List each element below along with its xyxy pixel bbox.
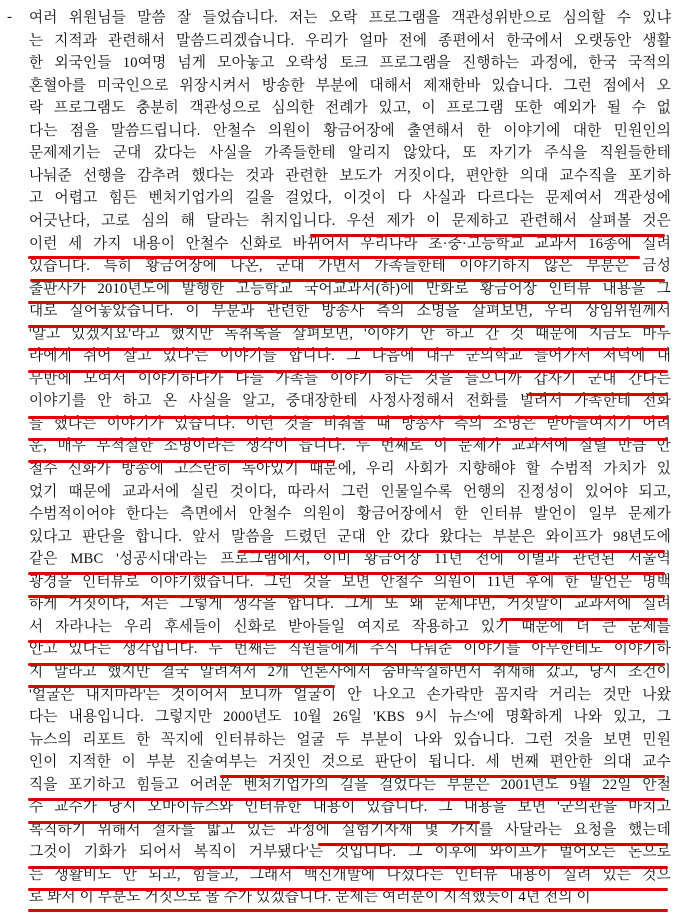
text-line: 있다고 판단을 합니다. 앞서 말씀을 드렸던 군대 안 갔다 왔다는 부분은 와이프가 98년도에 [29,528,671,545]
text-line: 서 자라나는 우리 후세들이 신화로 받아들일 여지로 작용하고 있기 때문에 더 큰 문제를 [29,618,671,635]
text-line: '얼굴은 내지마라'는 것이어서 보니까 얼굴이 안 나오고 손가락만 꼼지락 거리는 것만 나왔 [29,686,671,703]
text-line: 철수 신화가 방송에 고스란히 녹아있기 때문에, 우리 사회가 지향해야 할 수범적 가치가 있 [29,461,671,477]
text-line: 나눠준 선행을 감추려 했다는 것과 관련한 보도가 거짓이다, 편안한 의대 교수직을 포기하 [29,167,671,184]
text-line: 하게 거짓이다, 저는 그렇게 생각을 합니다. 그게 또 왜 문제냐면, 거짓말이 교과서에 실려 [29,596,671,613]
red-underline [28,301,668,304]
text-line: 출판사가 2010년도에 발행한 고등학교 국어교과서(하)에 만화로 황금어장 인터뷰 내용을 그 [29,280,671,297]
text-line: 복직하기 위해서 절차를 밟고 있는 과정에 실험기자재 몇 가지를 사달라는 요청을 했는데 [29,821,671,838]
red-underline [28,438,668,441]
text-line: 문제제기는 군대 갔다는 사실을 가족들한테 알리지 않았다, 또 자기가 주식을 직원들한테 [29,145,671,162]
text-line: 이런 세 가지 내용이 안철수 신화로 바뀌어서 우리나라 초·중·고등학교 교과서 16종에 실려 [29,235,671,252]
red-underline [28,325,665,328]
text-line: 광경을 인터뷰로 이야기했습니다. 그런 것을 보면 안철수 의원이 11년 후에 한 발언은 명백 [29,573,671,590]
red-underline [28,348,668,351]
red-underline [500,618,668,621]
red-underline [28,416,668,419]
text-line: 뉴스의 리포트 한 꼭지에 인터뷰하는 얼굴 두 부분이 나와 있습니다. 그런 것을 보면 민원 [29,731,671,748]
text-line: 수범적이어야 한다는 측면에서 안철수 의원이 황금어장에서 한 인터뷰 발언이 일부 문제가 [29,506,671,523]
text-line: 지 말라고 했지만 결국 알려져서 2개 언론사에서 숨바꼭질하면서 취재해 갔고, 당시 조건이 [29,663,671,680]
red-underline [30,279,665,282]
text-line: 여러 위원님들 말씀 잘 들었습니다. 저는 오락 프로그램을 객관성위반으로 심의할 수 있냐 [29,10,671,26]
text-line: 어긋난다, 고로 심의 해 달라는 취지입니다. 우선 제가 이 문제하고 관련해서 살펴볼 것은 [29,212,671,229]
text-line: 다는 점을 말씀드립니다. 안철수 의원이 황금어장에 출연해서 한 이야기에 대한 민원인의 [29,122,671,139]
text-line: 고 어렵고 힘든 벤처기업가의 길을 걸었다, 이것이 다 사실과 다르다는 문제여서 객관성에 [29,190,671,207]
red-underline [28,685,335,688]
text-line: 는 지적과 관련해서 말씀드리겠습니다. 우리가 얼마 전에 종편에서 한국에서 오랫동안 생활 [29,32,671,49]
red-underline [528,393,668,396]
text-line: 무반에 모여서 이야기하다가 다들 가족들 이야기 하는 것을 들으니까 갑자기 군대 간다는 [29,370,671,387]
text-line: 안고 있다는 생각입니다. 두 번째는 직원들에게 주식 나눠준 이야기를 아무한테도 이야기하 [29,641,671,658]
red-underline [28,460,335,463]
red-underline [28,370,668,373]
text-line: 락 프로그램도 충분히 객관성으로 심의한 전례가 있고, 이 프로그램 또한 예외가 될 수 없 [29,100,671,117]
text-line: 었기 때문에 교과서에 실린 것이다, 따라서 그런 인물일수록 언행의 진정성이 있어야 되고, [29,483,671,500]
text-line: 있습니다. 특히 황금어장에 나온, 군대 가면서 가족들한테 이야기하지 않은 부분은 금성 [29,258,671,275]
red-underline [28,888,668,891]
text-line: 라에게 쥐어 살고 있다'는 이야기를 합니다. 그 다음에 대구 군의학교 들어가서 저녁에 내 [29,348,671,365]
red-underline [238,550,665,553]
text-line: 는 생활비도 안 되고, 힘들고, 그래서 백신개발에 나섰다는 인터뷰 내용이 실려 있는 것으 [29,866,671,883]
red-underline [28,640,665,643]
red-underline [318,843,668,846]
text-line: 직을 포기하고 힘들고 어려운 벤처기업가의 길을 걸었다는 부분은 2001년도 9월 22일 안철 [29,776,671,793]
text-line: 운, 매우 부적절한 소명이라는 생각이 듭니다. 두 번째로 이 문제가 교과서에 실릴 만큼 안 [29,438,671,455]
text-line: 대로 실어놓았습니다. 이 부분과 관련한 방송사 측의 소명을 살펴보면, 우리 상임위원께서 [29,303,671,320]
text-line: 다는 내용입니다. 그렇지만 2000년도 10월 26일 'KBS 9시 뉴스'에 명확하게 나와 있고, 그 [29,709,671,726]
text-line: 이야기를 안 하고 온 사실을 알고, 중대장한테 사정사정해서 전화를 빌려서 가족한테 전화 [29,393,671,410]
red-underline [28,798,665,801]
text-line: '알고 있겠지요'라고 했지만 녹취록을 살펴보면, '이야기 안 하고 간 것 때문에 지금도 마누 [29,325,671,342]
text-line: 같은 MBC '성공시대'라는 프로그램에서, 이미 황금어장 11년 전에 이별과 관련된 서울역 [29,551,671,568]
text-line: 한 외국인들 10여명 넘게 모아놓고 오락성 토크 프로그램을 진행하는 과정에, 한국 국적의 [29,55,671,72]
red-underline [28,595,665,598]
red-underline [28,821,480,824]
red-underline [310,234,665,237]
red-underline [28,256,640,259]
red-underline [28,909,668,912]
bullet-dash: - [7,9,12,25]
red-underline [28,866,668,869]
text-line: 혼혈아를 미국인으로 위장시켜서 방송한 부분에 대해서 제재한바 있습니다. 그런 점에서 오 [29,77,671,94]
text-line: 를 했다는 이야기가 있습니다. 이런 것을 비춰볼 때 방송사 측의 소명은 받아들여지기 어려 [29,415,671,432]
red-underline [28,663,665,666]
red-underline [28,572,665,575]
text-line: 로 봐서 이 부분도 거짓으로 볼 수가 있겠습니다. 문제는 여러분이 지적했듯이 4년 전의 이 [29,889,591,906]
red-underline [220,775,665,778]
text-line: 그것이 기화가 되어서 복직이 거부됐다'는 것입니다. 그 이후에 와이프가 벌어오는 돈으로 [29,844,671,861]
text-line: 인이 지적한 이 부분 진술여부는 거짓인 것으로 판단이 됩니다. 세 번째 편안한 의대 교수 [29,754,671,771]
text-line: 수 교수가 당시 오마이뉴스와 인터뷰한 내용이 있습니다. 그 내용을 보면 '군의관을 마치고 [29,799,671,816]
